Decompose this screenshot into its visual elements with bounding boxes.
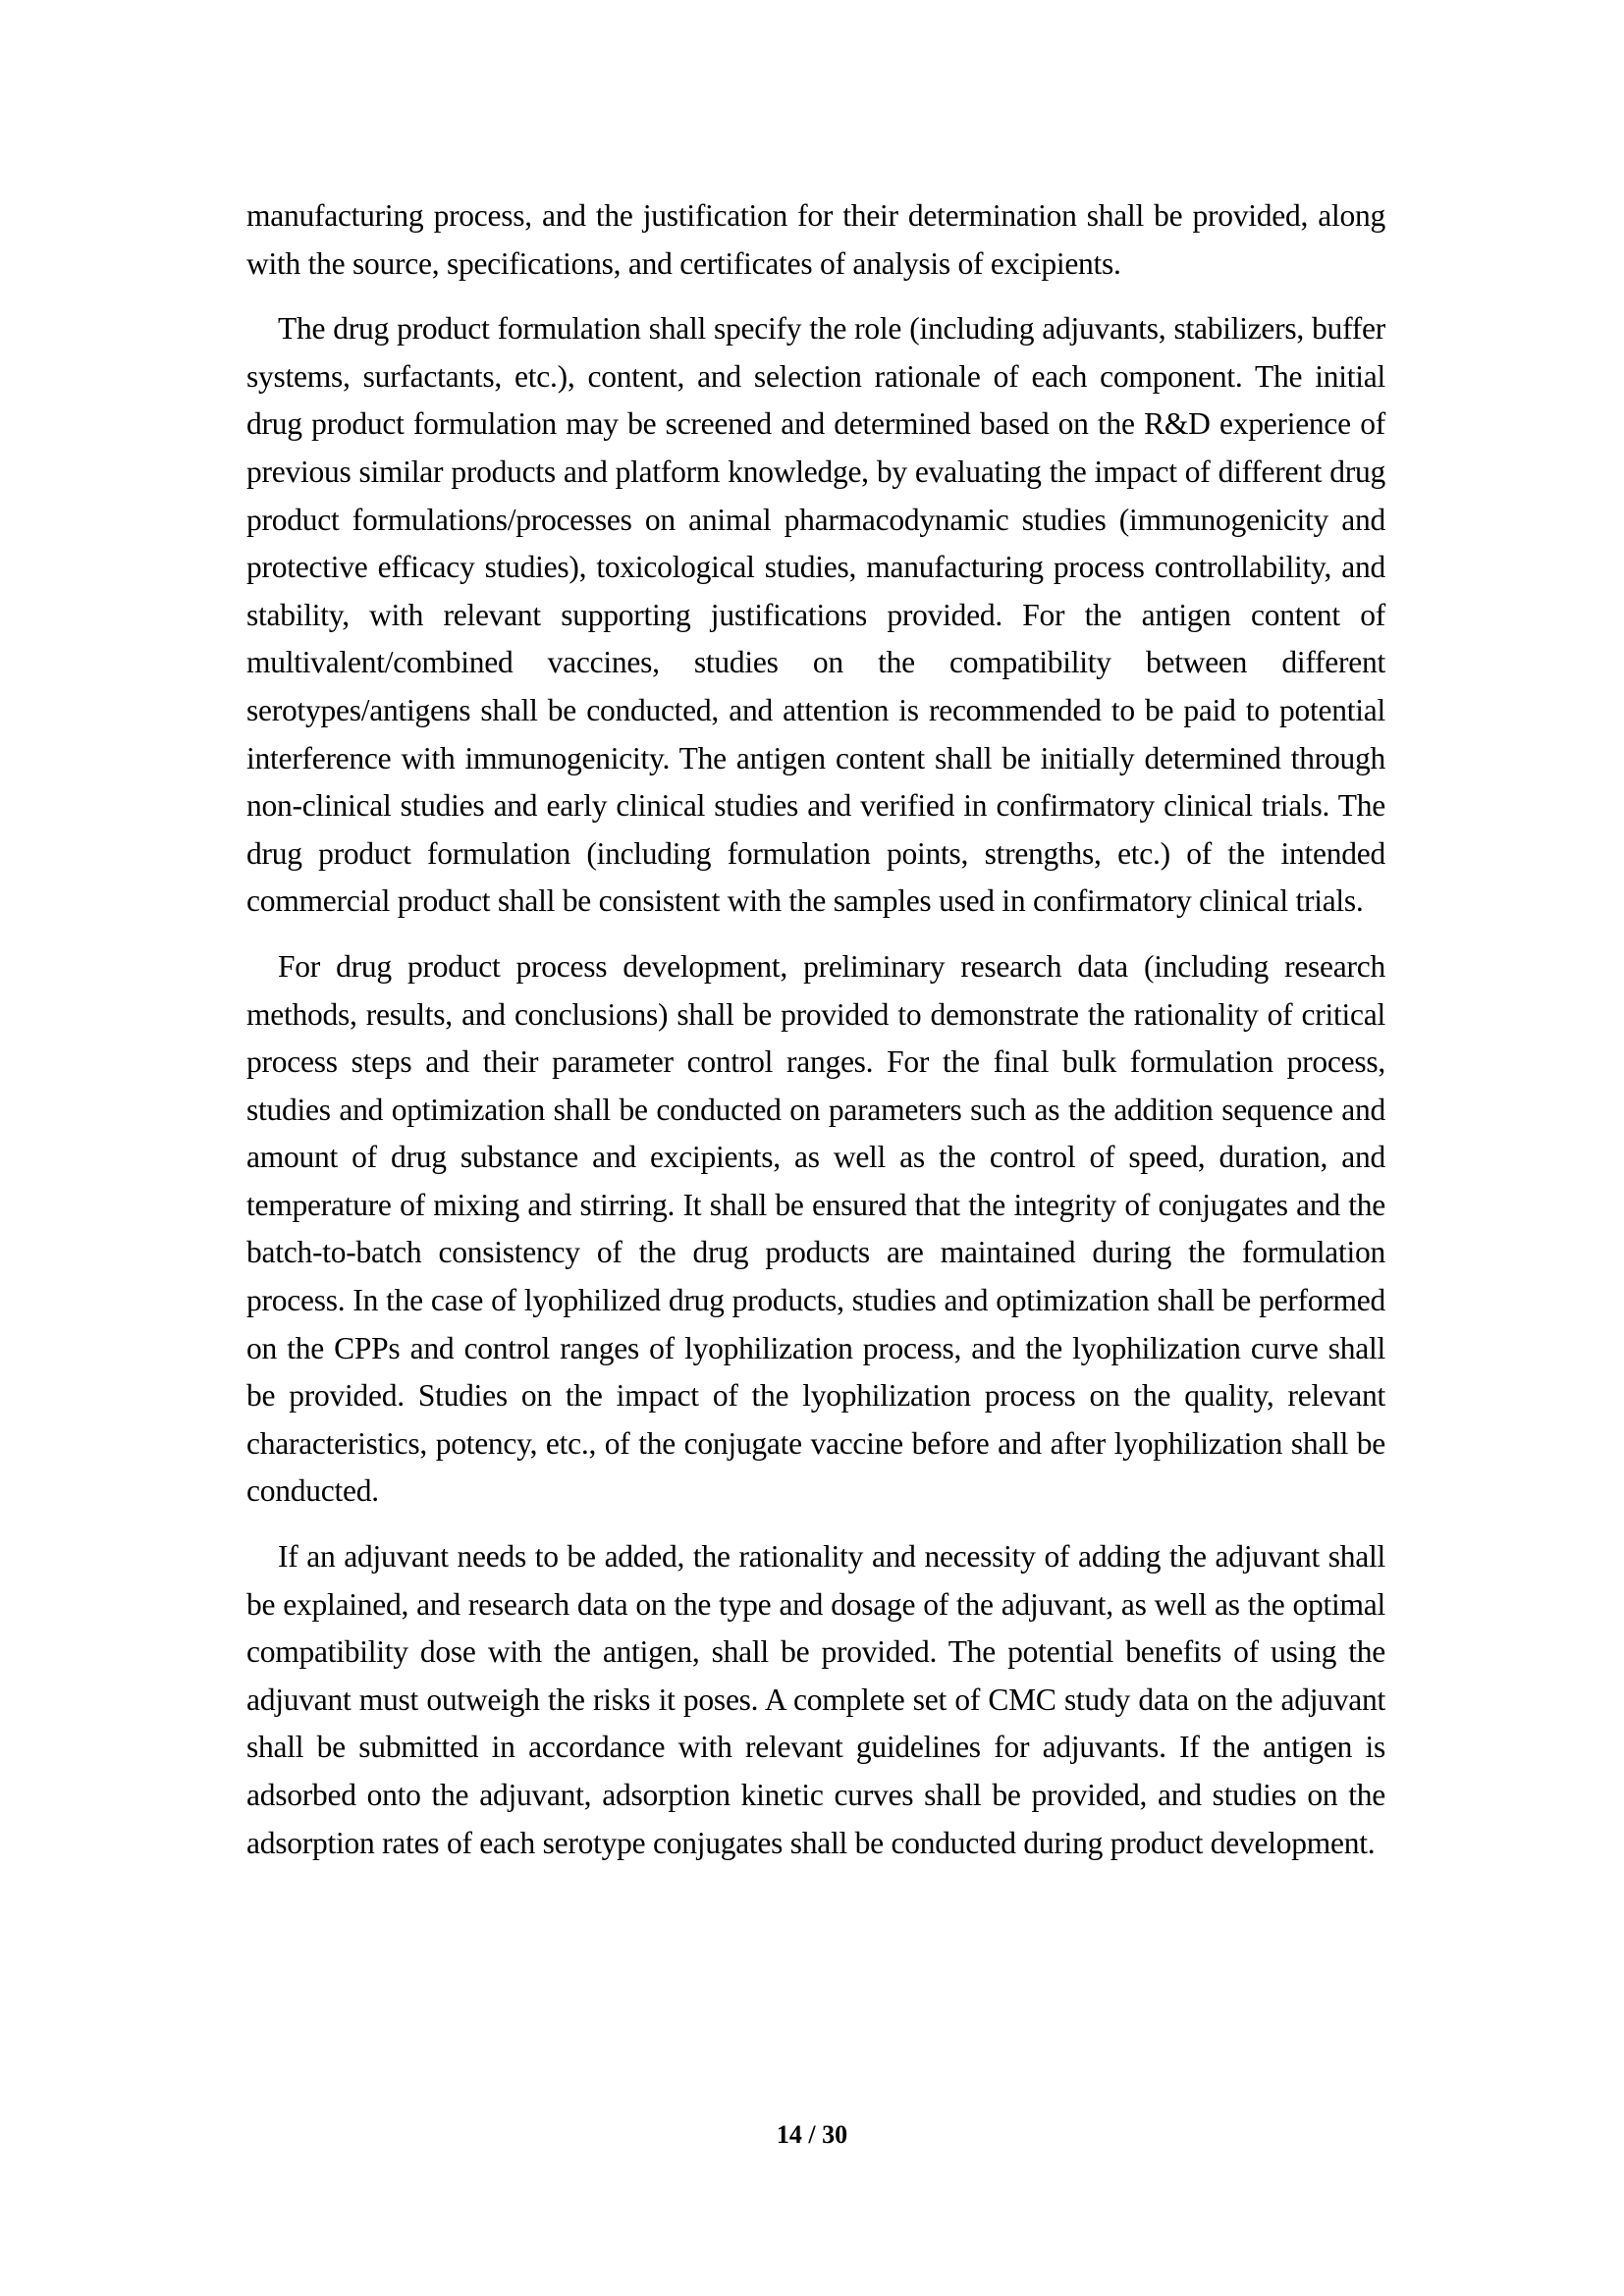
document-page: [246, 192, 1385, 1867]
paragraph-process-development: For drug product process development, preliminary research data (including research methods, results, and conclusions) shall be provided to demonstrate the rationality of critical process steps and their parameter control ranges. For the final bulk formulation process, studies and optimization shall be conducted on parameters such as the addition sequence and amount of drug substance and excipients, as well as the control of speed, duration, and temperature of mixing and stirring. It shall be ensured that the integrity of conjugates and the batch-to-batch consistency of the drug products are maintained during the formulation process. In the case of lyophilized drug products, studies and optimization shall be performed on the CPPs and control ranges of lyophilization process, and the lyophilization curve shall be provided. Studies on the impact of the lyophilization process on the quality, relevant characteristics, potency, etc., of the conjugate vaccine before and after lyophilization shall be conducted.: [246, 948, 1385, 1509]
paragraph-continuation: manufacturing process, and the justification for their determination shall be provided, along with the source, specifications, and certificates of analysis of excipients.: [246, 198, 1385, 281]
paragraph-formulation: The drug product formulation shall specify the role (including adjuvants, stabilizers, buffer systems, surfactants, etc.), content, and selection rationale of each component. The initial drug product formulation may be screened and determined based on the R&D experience of previous similar products and platform knowledge, by evaluating the impact of different drug product formulations/processes on animal pharmacodynamic studies (immunogenicity and protective efficacy studies), toxicological studies, manufacturing process controllability, and stability, with relevant supporting justifications provided. For the antigen content of multivalent/combined vaccines, studies on the compatibility between different serotypes/antigens shall be conducted, and attention is recommended to be paid to potential interference with immunogenicity. The antigen content shall be initially determined through non-clinical studies and early clinical studies and verified in confirmatory clinical trials. The drug product formulation (including formulation points, strengths, etc.) of the intended commercial product shall be consistent with the samples used in confirmatory clinical trials.: [246, 311, 1385, 919]
paragraph-adjuvant: If an adjuvant needs to be added, the rationality and necessity of adding the adjuvant shall be explained, and research data on the type and dosage of the adjuvant, as well as the optimal compatibility dose with the antigen, shall be provided. The potential benefits of using the adjuvant must outweigh the risks it poses. A complete set of CMC study data on the adjuvant shall be submitted in accordance with relevant guidelines for adjuvants. If the antigen is adsorbed onto the adjuvant, adsorption kinetic curves shall be provided, and studies on the adsorption rates of each serotype conjugates shall be conducted during product development.: [246, 1539, 1385, 1860]
page-number: 14 / 30: [776, 2120, 848, 2149]
